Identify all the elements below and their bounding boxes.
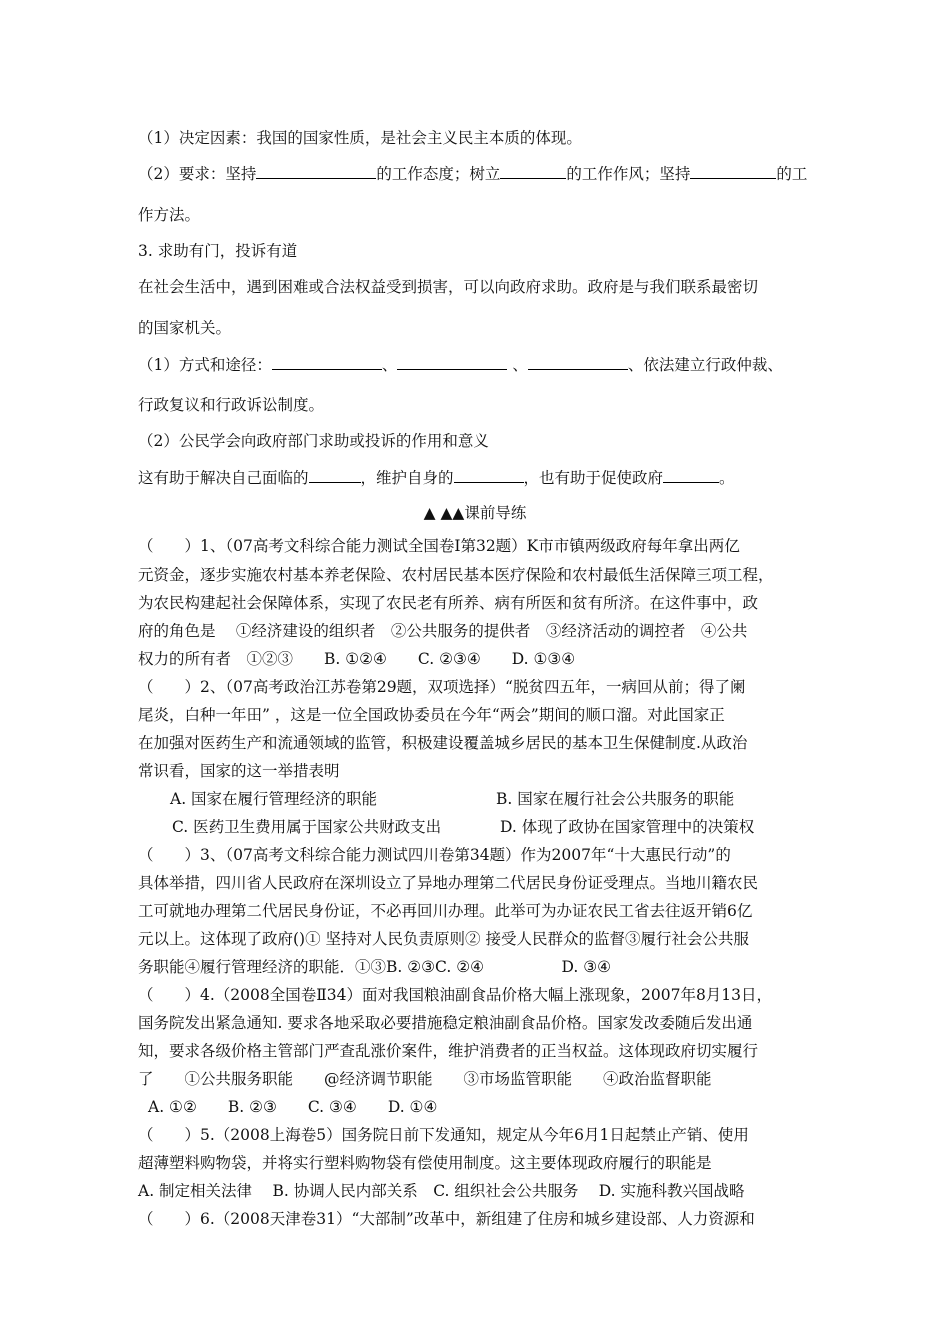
question-2-line: 在加强对医药生产和流通领域的监管，积极建设覆盖城乡居民的基本卫生保健制度.从政治 (138, 734, 748, 752)
requirements-text: 的工 (776, 165, 808, 183)
question-4-line: 了 ①公共服务职能 @经济调节职能 ③市场监管职能 ④政治监督职能 (138, 1070, 712, 1088)
question-4-line: 国务院发出紧急通知. 要求各地采取必要措施稳定粮油副食品价格。国家发改委随后发出通 (138, 1014, 753, 1032)
determining-factor-line: （1）决定因素：我国的国家性质，是社会主义民主本质的体现。 (138, 129, 582, 147)
meaning-heading: （2）公民学会向政府部门求助或投诉的作用和意义 (138, 432, 489, 450)
question-2-option-c: C. 医药卫生费用属于国家公共财政支出 (172, 818, 442, 836)
help-text: 这有助于解决自己面临的 (138, 469, 309, 487)
question-1-line: 元资金，逐步实施农村基本养老保险、农村居民基本医疗保险和农村最低生活保障三项工程， (138, 566, 774, 584)
question-5-line: （ ）5.（2008上海卷5）国务院日前下发通知，规定从今年6月1日起禁止产销、使用 (138, 1126, 749, 1144)
fill-blank[interactable] (272, 354, 382, 370)
question-2-option-d: D. 体现了政协在国家管理中的决策权 (500, 818, 755, 836)
requirements-line (138, 163, 807, 184)
ways-continuation: 行政复议和行政诉讼制度。 (138, 396, 325, 414)
fill-blank[interactable] (663, 467, 719, 483)
question-4-line: 知，要求各级价格主管部门严查乱涨价案件，维护消费者的正当权益。这体现政府切实履行 (138, 1042, 759, 1060)
question-3-line: 具体举措，四川省人民政府在深圳设立了异地办理第二代居民身份证受理点。当地川籍农民 (138, 874, 759, 892)
ways-text: （1）方式和途径： (138, 356, 272, 374)
question-1-line: 为农民构建起社会保障体系，实现了农民老有所养、病有所医和贫有所济。在这件事中，政 (138, 594, 759, 612)
question-3-line: 元以上。这体现了政府()① 坚持对人民负责原则② 接受人民群众的监督③履行社会公共服 (138, 930, 749, 948)
help-text: 。 (719, 469, 735, 487)
question-2-option-b: B. 国家在履行社会公共服务的职能 (496, 790, 735, 808)
question-3-line: （ ）3、（07高考文科综合能力测试四川卷第34题）作为2007年“十大惠民行动”的 (138, 846, 731, 864)
help-line (138, 467, 735, 488)
requirements-text: 的工作作风；坚持 (566, 165, 691, 183)
question-3-line: 工可就地办理第二代居民身份证，不必再回川办理。此举可为办证农民工省去往返开销6亿 (138, 902, 753, 920)
paragraph-line: 在社会生活中，遇到困难或合法权益受到损害，可以向政府求助。政府是与我们联系最密切 (138, 278, 759, 296)
question-5-line: 超薄塑料购物袋，并将实行塑料购物袋有偿使用制度。这主要体现政府履行的职能是 (138, 1154, 712, 1172)
question-2-line: 尾炎，白种一年田” ，这是一位全国政协委员在今年“两会”期间的顺口溜。对此国家正 (138, 706, 725, 724)
section-heading: 3. 求助有门，投诉有道 (138, 242, 298, 260)
requirements-text: （2）要求：坚持 (138, 165, 257, 183)
question-2-line: （ ）2、（07高考政治江苏卷第29题，双项选择）“脱贫四五年，一病回从前；得了阑 (138, 678, 746, 696)
fill-blank[interactable] (256, 163, 376, 179)
question-4-line: （ ）4.（2008全国卷Ⅱ34）面对我国粮油副食品价格大幅上涨现象，2007年8月13日， (138, 986, 773, 1004)
question-1-line: 权力的所有者 ①②③ B. ①②④ C. ②③④ D. ①③④ (138, 650, 576, 668)
question-6-line: （ ）6.（2008天津卷31）“大部制”改革中，新组建了住房和城乡建设部、人力资源和 (138, 1210, 755, 1228)
fill-blank[interactable] (309, 467, 361, 483)
question-1-line: （ ）1、（07高考文科综合能力测试全国卷Ⅰ第32题）K市市镇两级政府每年拿出两亿 (138, 537, 740, 555)
fill-blank[interactable] (528, 354, 628, 370)
question-2-option-a: A. 国家在履行管理经济的职能 (170, 790, 378, 808)
ways-text: 、依法建立行政仲裁、 (627, 356, 783, 374)
ways-line (138, 354, 783, 375)
fill-blank[interactable] (454, 467, 524, 483)
question-5-options: A. 制定相关法律 B. 协调人民内部关系 C. 组织社会公共服务 D. 实施科教兴国战略 (138, 1182, 745, 1200)
question-3-line: 务职能④履行管理经济的职能．①③B. ②③C. ②④ D. ③④ (138, 958, 612, 976)
question-1-line: 府的角色是 ①经济建设的组织者 ②公共服务的提供者 ③经济活动的调控者 ④公共 (138, 622, 748, 640)
paragraph-line: 的国家机关。 (138, 319, 232, 337)
help-text: ，维护自身的 (360, 469, 454, 487)
ways-separator: 、 (512, 356, 528, 374)
fill-blank[interactable] (397, 354, 507, 370)
requirements-text: 的工作态度；树立 (376, 165, 501, 183)
practice-title: ▲ ▲▲课前导练 (423, 504, 527, 522)
question-4-options: A. ①② B. ②③ C. ③④ D. ①④ (148, 1098, 438, 1116)
help-text: ，也有助于促使政府 (523, 469, 664, 487)
requirements-continuation: 作方法。 (138, 206, 201, 224)
fill-blank[interactable] (690, 163, 776, 179)
fill-blank[interactable] (500, 163, 566, 179)
question-2-line: 常识看，国家的这一举措表明 (138, 762, 340, 780)
ways-separator: 、 (381, 356, 398, 374)
